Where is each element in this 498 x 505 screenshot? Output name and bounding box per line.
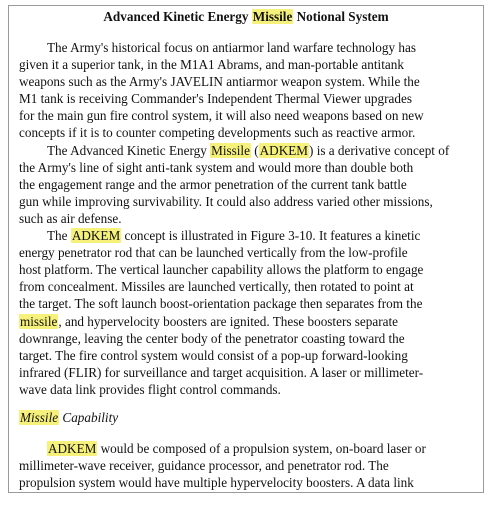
highlighted-term: ADKEM	[71, 228, 121, 244]
text-line	[19, 440, 475, 457]
text-run: (	[250, 142, 259, 158]
text-line: from concealment. Missiles are launched vertically, then rotated to point at	[19, 279, 414, 295]
text-run: , and hypervelocity boosters are ignited. These boosters separate	[58, 313, 398, 329]
text-line: concepts if it is to counter competing developments such as reactive armor.	[19, 125, 416, 141]
text-run: would be composed of a propulsion system, on-board laser or	[97, 441, 426, 456]
text-line	[19, 142, 475, 159]
text-line: wave data link provides flight control commands.	[19, 381, 281, 397]
text-line	[19, 227, 475, 244]
text-line: target. The fire control system would consist of a pop-up forward-looking	[19, 347, 408, 363]
highlighted-term: ADKEM	[259, 142, 308, 158]
document-title	[9, 9, 483, 25]
text-line: energy penetrator rod that can be launched vertically from the low-profile	[19, 245, 408, 261]
text-run: The	[47, 228, 71, 244]
text-run: ) is a derivative concept of	[309, 142, 450, 158]
text-line: The Army's historical focus on antiarmor land warfare technology has	[47, 40, 416, 55]
paragraph-adkem-composition	[19, 440, 475, 491]
text-line: the target. The soft launch boost-orientation package then separates from the	[19, 296, 423, 312]
paragraph-army-focus	[19, 39, 475, 398]
text-line: the Army's line of sight anti-tank system and would more than double both	[19, 159, 414, 175]
text-line	[19, 313, 475, 330]
highlighted-term: Missile	[211, 142, 250, 158]
title-text-end: Notional System	[293, 9, 389, 24]
highlighted-term: ADKEM	[48, 441, 97, 456]
text-line: M1 tank is receiving Commander's Independent Thermal Viewer upgrades	[19, 91, 412, 107]
text-run: The Advanced Kinetic Energy	[47, 142, 211, 158]
title-text-start: Advanced Kinetic Energy	[103, 9, 252, 24]
text-line: infrared (FLIR) for surveillance and target acquisition. A laser or millimeter-	[19, 364, 424, 380]
section-heading-text: Capability	[59, 410, 119, 425]
text-line: given it a superior tank, in the M1A1 Abrams, and man-portable antitank	[19, 57, 404, 73]
text-line: downrange, leaving the center body of the penetrator coasting toward the	[19, 330, 405, 346]
text-run: concept is illustrated in Figure 3-10. It features a kinetic	[121, 228, 421, 244]
text-line: weapons such as the Army's JAVELIN antiarmor weapon system. While the	[19, 74, 420, 90]
highlighted-term: Missile	[252, 9, 293, 24]
text-line: for the main gun fire control system, it will also need weapons based on new	[19, 108, 424, 124]
highlighted-term: missile	[20, 313, 58, 329]
text-line: the engagement range and the armor penetration of the current tank battle	[19, 176, 407, 192]
section-heading	[19, 410, 118, 426]
text-line: millimeter-wave receiver, guidance processor, and penetrator rod. The	[19, 458, 389, 474]
text-line: such as air defense.	[19, 210, 122, 226]
text-line: gun while improving survivability. It could also address varied other missions,	[19, 193, 433, 209]
text-line: propulsion system would have multiple hypervelocity boosters. A data link	[19, 475, 414, 491]
document-page	[8, 5, 484, 493]
text-line: host platform. The vertical launcher capability allows the platform to engage	[19, 262, 424, 278]
highlighted-term: Missile	[20, 410, 59, 425]
